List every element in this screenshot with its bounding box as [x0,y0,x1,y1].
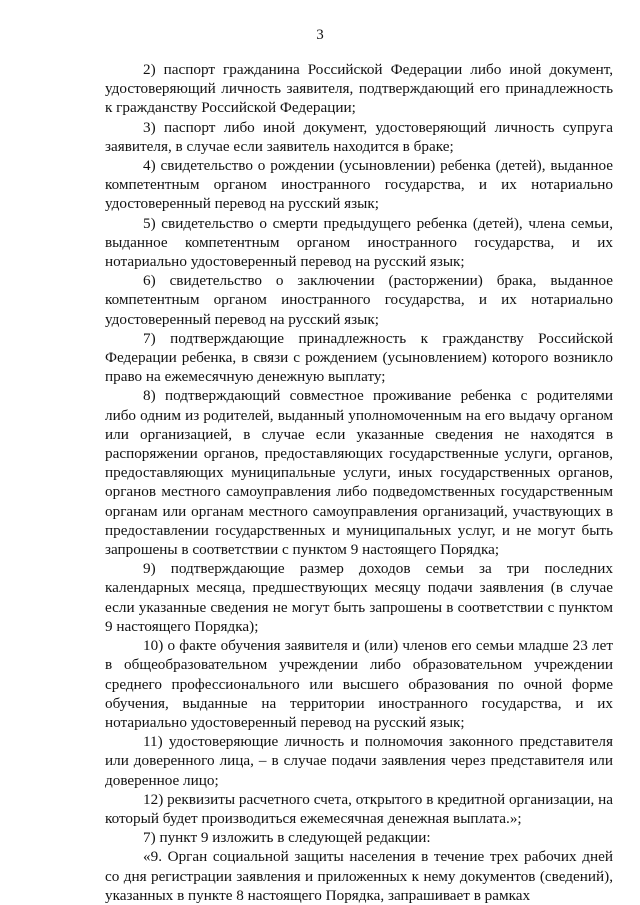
paragraph-item-6-marriage-certificate: 6) свидетельство о заключении (расторжении) брака, выданное компетентным органом иностранного государства, и их нотариально удостоверенный перевод на русский язык; [105,272,613,328]
paragraph-clause-9: «9. Орган социальной защиты населения в течение трех рабочих дней со дня регистрации заявления и приложенных к нему документов (сведений), указанных в пункте 8 настоящего Порядка, запрашивает в рамках [105,848,613,904]
paragraph-item-10-education: 10) о факте обучения заявителя и (или) членов его семьи младше 23 лет в общеобразовательном учреждении либо образовательном учреждении среднего профессионального или высшего образования по очной форме обучения, выданные на территории иностранного государства, и их нотариально удостоверенный перевод на русский язык; [105,637,613,731]
paragraph-item-11-representative: 11) удостоверяющие личность и полномочия законного представителя или доверенного лица, – в случае подачи заявления через представителя или доверенное лицо; [105,733,613,789]
paragraph-item-2-passport: 2) паспорт гражданина Российской Федерации либо иной документ, удостоверяющий личность заявителя, подтверждающий его принадлежность к гражданству Российской Федерации; [105,61,613,117]
paragraph-item-12-bank-details: 12) реквизиты расчетного счета, открытого в кредитной организации, на который будет производиться ежемесячная денежная выплата.»; [105,790,613,827]
paragraph-item-3-spouse-passport: 3) паспорт либо иной документ, удостоверяющий личность супруга заявителя, в случае если заявитель находится в браке; [105,118,613,155]
paragraph-item-7-child-citizenship: 7) подтверждающие принадлежность к гражданству Российской Федерации ребенка, в связи с рождением (усыновлением) которого возникло право на ежемесячную денежную выплату; [105,329,613,386]
document-body [105,60,613,905]
paragraph-item-5-death-certificate: 5) свидетельство о смерти предыдущего ребенка (детей), члена семьи, выданное компетентным органом иностранного государства, и их нотариально удостоверенный перевод на русский язык; [105,214,613,271]
paragraph-item-9-income: 9) подтверждающие размер доходов семьи за три последних календарных месяца, предшествующих месяцу подачи заявления (в случае если указанные сведения не могут быть запрошены в соответствии с пунктом 9 настоящего Порядка); [105,560,613,635]
paragraph-item-8-cohabitation: 8) подтверждающий совместное проживание ребенка с родителями либо одним из родителей, выданный уполномоченным на его выдачу органом или организацией, в случае если указанные сведения не находятся в распоряжении органов, предоставляющих государственные услуги, органов, предоставляющих муниципальные услуги, иных государственных органов, органов местного самоуправления либо подведомственных государственным органам или органам местного самоуправления организаций, участвующих в предоставлении государственных и муниципальных услуг, и не могут быть запрошены в соответствии с пунктом 9 настоящего Порядка; [105,387,613,559]
page-number: 3 [316,27,324,43]
paragraph-item-4-birth-certificate: 4) свидетельство о рождении (усыновлении) ребенка (детей), выданное компетентным органом иностранного государства, и их нотариально удостоверенный перевод на русский язык; [105,157,613,213]
paragraph-amendment-7: 7) пункт 9 изложить в следующей редакции: [143,829,431,847]
